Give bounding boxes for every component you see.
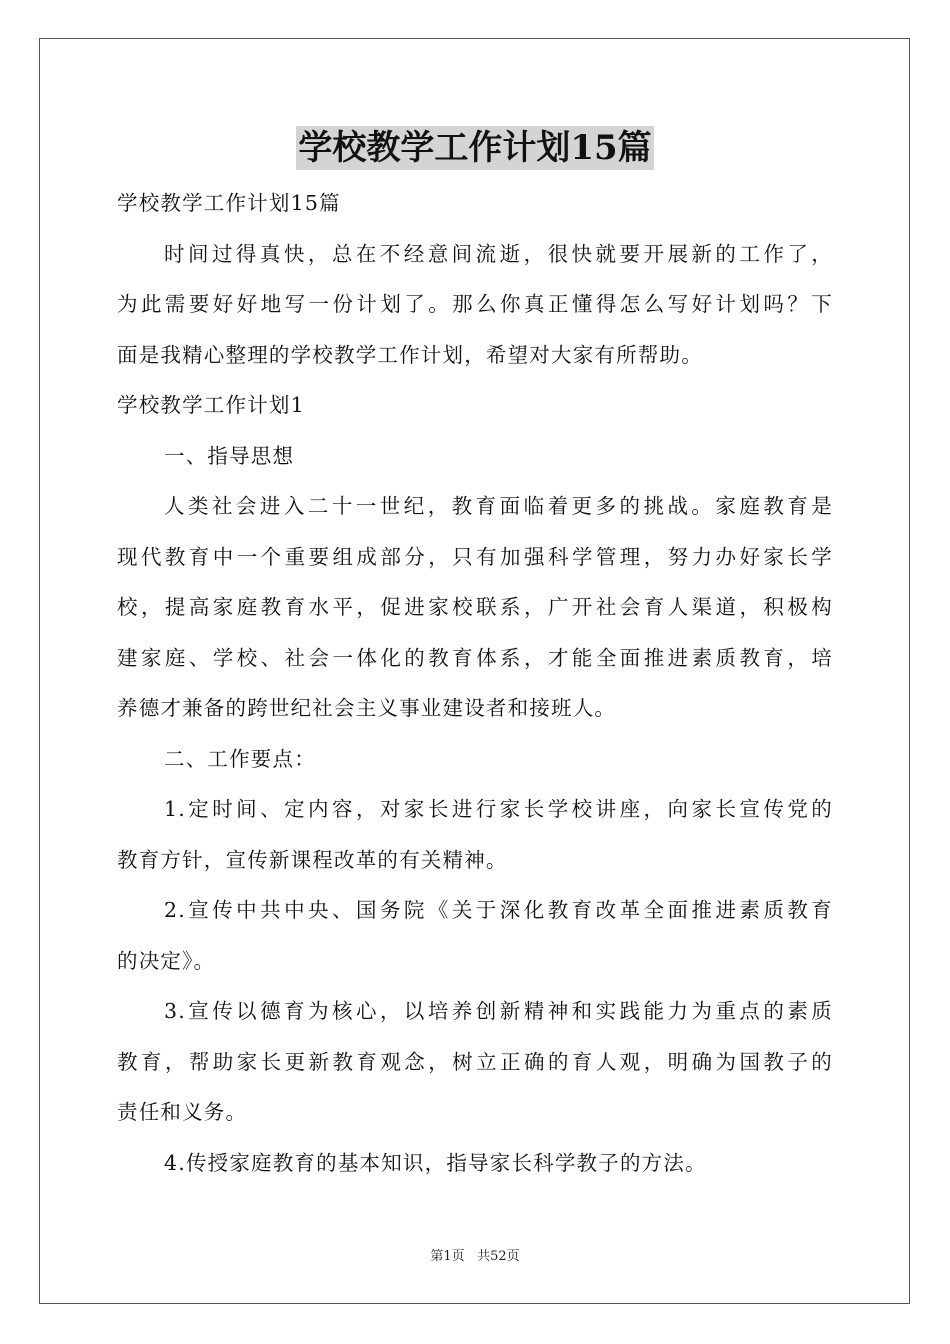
text-line: 一、指导思想 bbox=[164, 443, 295, 468]
text-line: 3.宣传以德育为核心，以培养创新精神和实践能力为重点的素质 bbox=[164, 999, 833, 1023]
page-footer bbox=[0, 1248, 950, 1266]
text-line: 学校教学工作计划1 bbox=[117, 393, 305, 417]
text-line: 人类社会进入二十一世纪，教育面临着更多的挑战。家庭教育是 bbox=[164, 494, 833, 518]
page-number: 第1页 bbox=[430, 1249, 465, 1264]
text-line: 养德才兼备的跨世纪社会主义事业建设者和接班人。 bbox=[117, 696, 617, 720]
title-container bbox=[0, 126, 950, 170]
text-line: 二、工作要点： bbox=[164, 746, 316, 771]
text-line: 教育方针，宣传新课程改革的有关精神。 bbox=[117, 847, 508, 872]
text-line: 责任和义务。 bbox=[117, 1100, 248, 1124]
text-line: 现代教育中一个重要组成部分，只有加强科学管理，努力办好家长学 bbox=[117, 544, 833, 569]
text-line: 2.宣传中共中央、国务院《关于深化教育改革全面推进素质教育 bbox=[164, 898, 833, 922]
text-line: 为此需要好好地写一份计划了。那么你真正懂得怎么写好计划吗？下 bbox=[117, 292, 833, 316]
text-line: 教育，帮助家长更新教育观念，树立正确的育人观，明确为国教子的 bbox=[117, 1049, 833, 1074]
total-pages: 共52页 bbox=[477, 1249, 520, 1264]
text-line: 面是我精心整理的学校教学工作计划，希望对大家有所帮助。 bbox=[117, 342, 703, 367]
document-body bbox=[117, 178, 833, 1188]
document-title: 学校教学工作计划15篇 bbox=[298, 128, 652, 168]
text-line: 校，提高家庭教育水平，促进家校联系，广开社会育人渠道，积极构 bbox=[117, 595, 833, 619]
text-line: 建家庭、学校、社会一体化的教育体系，才能全面推进素质教育，培 bbox=[117, 645, 833, 670]
text-line: 1.定时间、定内容，对家长进行家长学校讲座，向家长宣传党的 bbox=[164, 797, 833, 821]
text-line: 的决定》。 bbox=[117, 948, 216, 973]
text-line: 学校教学工作计划15篇 bbox=[117, 191, 341, 215]
text-line: 4.传授家庭教育的基本知识，指导家长科学教子的方法。 bbox=[164, 1150, 707, 1175]
text-line: 时间过得真快，总在不经意间流逝，很快就要开展新的工作了， bbox=[164, 241, 833, 266]
